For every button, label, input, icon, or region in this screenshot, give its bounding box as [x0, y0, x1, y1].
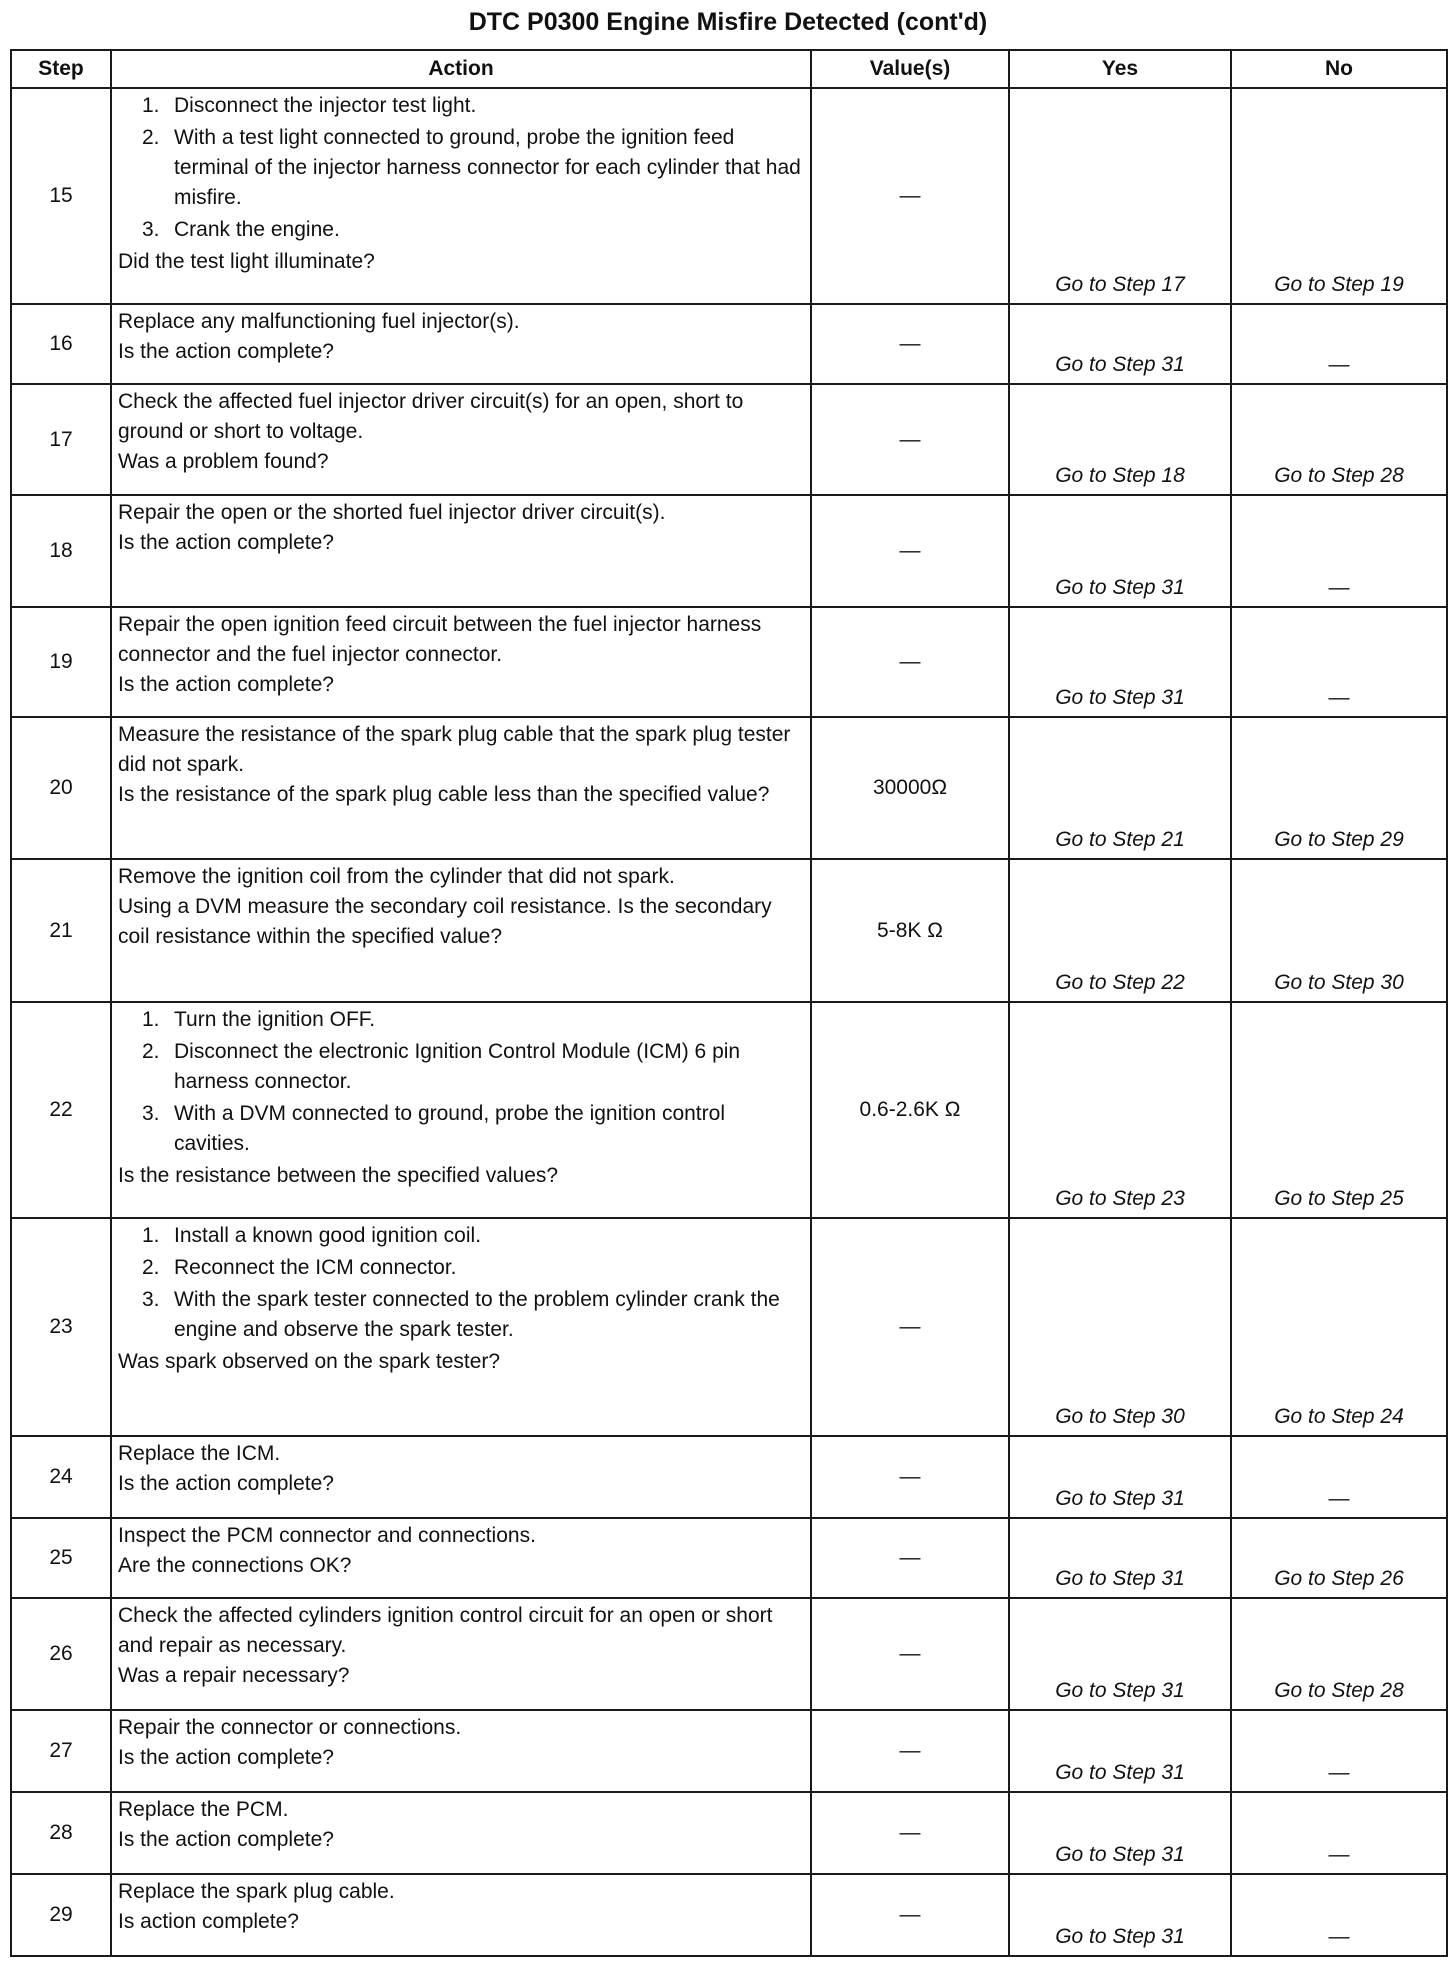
value-cell: 30000Ω	[811, 717, 1009, 859]
value-cell: 5-8K Ω	[811, 859, 1009, 1002]
list-item-text: Crank the engine.	[174, 218, 340, 241]
action-list	[118, 1221, 802, 1345]
column-header-no: No	[1231, 50, 1447, 88]
action-text: Inspect the PCM connector and connections.	[118, 1524, 536, 1547]
action-question: Is the action complete?	[118, 531, 334, 554]
action-question: Is the action complete?	[118, 673, 334, 696]
table-row	[11, 88, 1447, 304]
action-cell	[111, 1710, 811, 1792]
table-row	[11, 1436, 1447, 1518]
table-row	[11, 1792, 1447, 1874]
value-cell: —	[811, 1598, 1009, 1710]
action-list	[118, 91, 802, 245]
list-item-text: With a test light connected to ground, probe the ignition feed terminal of the injector harness connector for each cylinder that had misfire.	[174, 126, 801, 209]
action-list	[118, 1005, 802, 1159]
value-cell: —	[811, 495, 1009, 607]
table-row	[11, 1598, 1447, 1710]
yes-result: Go to Step 18	[1009, 384, 1231, 495]
step-number: 18	[11, 495, 111, 607]
list-item-text: Install a known good ignition coil.	[174, 1224, 482, 1247]
list-item-text: With a DVM connected to ground, probe the ignition control cavities.	[174, 1102, 725, 1155]
column-header-step: Step	[11, 50, 111, 88]
step-number: 22	[11, 1002, 111, 1218]
action-question: Is the action complete?	[118, 1828, 334, 1851]
no-result: Go to Step 28	[1231, 1598, 1447, 1710]
value-cell: —	[811, 607, 1009, 717]
table-row	[11, 304, 1447, 384]
value-cell: —	[811, 1874, 1009, 1956]
value-cell: —	[811, 88, 1009, 304]
table-row	[11, 1518, 1447, 1598]
step-number: 25	[11, 1518, 111, 1598]
list-item-number: 2.	[142, 1040, 160, 1063]
column-header-values: Value(s)	[811, 50, 1009, 88]
action-cell	[111, 384, 811, 495]
table-row	[11, 1218, 1447, 1436]
action-text: Replace the ICM.	[118, 1442, 281, 1465]
action-list-item	[118, 1285, 802, 1345]
list-item-text: Disconnect the injector test light.	[174, 94, 477, 117]
yes-result: Go to Step 22	[1009, 859, 1231, 1002]
value-cell: —	[811, 1518, 1009, 1598]
value-cell: —	[811, 304, 1009, 384]
action-question: Is the action complete?	[118, 340, 334, 363]
action-cell	[111, 1874, 811, 1956]
yes-result: Go to Step 31	[1009, 607, 1231, 717]
action-list-item	[118, 1099, 802, 1159]
table-row	[11, 859, 1447, 1002]
value-cell: —	[811, 1218, 1009, 1436]
column-header-action: Action	[111, 50, 811, 88]
value-cell: —	[811, 1710, 1009, 1792]
action-cell	[111, 1218, 811, 1436]
step-number: 23	[11, 1218, 111, 1436]
list-item-number: 1.	[142, 1008, 160, 1031]
list-item-number: 3.	[142, 1102, 160, 1125]
list-item-number: 1.	[142, 94, 160, 117]
no-result: —	[1231, 1710, 1447, 1792]
step-number: 15	[11, 88, 111, 304]
no-result: Go to Step 28	[1231, 384, 1447, 495]
list-item-text: Turn the ignition OFF.	[174, 1008, 376, 1031]
action-question: Was a repair necessary?	[118, 1664, 350, 1687]
yes-result: Go to Step 31	[1009, 1598, 1231, 1710]
action-cell	[111, 1518, 811, 1598]
action-question: Is action complete?	[118, 1910, 299, 1933]
action-text: Repair the open or the shorted fuel injector driver circuit(s).	[118, 501, 666, 524]
yes-result: Go to Step 23	[1009, 1002, 1231, 1218]
list-item-number: 3.	[142, 218, 160, 241]
table-body	[11, 88, 1447, 1956]
no-result: —	[1231, 1792, 1447, 1874]
yes-result: Go to Step 31	[1009, 1792, 1231, 1874]
step-number: 28	[11, 1792, 111, 1874]
action-cell	[111, 304, 811, 384]
no-result: —	[1231, 1874, 1447, 1956]
list-item-text: With the spark tester connected to the problem cylinder crank the engine and observe the spark tester.	[174, 1288, 780, 1341]
step-number: 27	[11, 1710, 111, 1792]
table-row	[11, 495, 1447, 607]
action-text: Remove the ignition coil from the cylinder that did not spark.	[118, 865, 675, 888]
yes-result: Go to Step 17	[1009, 88, 1231, 304]
no-result: Go to Step 29	[1231, 717, 1447, 859]
diagnostic-table	[10, 49, 1448, 1957]
action-text: Check the affected cylinders ignition control circuit for an open or short and repair as necessary.	[118, 1604, 773, 1657]
step-number: 24	[11, 1436, 111, 1518]
action-question: Is the resistance of the spark plug cable less than the specified value?	[118, 783, 770, 806]
yes-result: Go to Step 21	[1009, 717, 1231, 859]
action-cell	[111, 859, 811, 1002]
action-cell	[111, 1436, 811, 1518]
list-item-number: 1.	[142, 1224, 160, 1247]
action-text: Repair the open ignition feed circuit between the fuel injector harness connector and the fuel injector connector.	[118, 613, 762, 666]
document-title: DTC P0300 Engine Misfire Detected (cont'd)	[468, 8, 988, 36]
action-text: Repair the connector or connections.	[118, 1716, 462, 1739]
action-question: Was a problem found?	[118, 450, 329, 473]
list-item-text: Disconnect the electronic Ignition Control Module (ICM) 6 pin harness connector.	[174, 1040, 741, 1093]
yes-result: Go to Step 31	[1009, 1518, 1231, 1598]
action-list-item	[118, 1253, 802, 1283]
no-result: —	[1231, 607, 1447, 717]
table-row	[11, 1710, 1447, 1792]
no-result: —	[1231, 304, 1447, 384]
table-row	[11, 1874, 1447, 1956]
table-header-row	[11, 50, 1447, 88]
value-cell: —	[811, 1792, 1009, 1874]
table-row	[11, 384, 1447, 495]
action-cell	[111, 1002, 811, 1218]
action-cell	[111, 88, 811, 304]
no-result: —	[1231, 495, 1447, 607]
no-result: Go to Step 24	[1231, 1218, 1447, 1436]
action-cell	[111, 607, 811, 717]
step-number: 26	[11, 1598, 111, 1710]
action-list-item	[118, 215, 802, 245]
action-text: Replace the spark plug cable.	[118, 1880, 395, 1903]
step-number: 21	[11, 859, 111, 1002]
action-question: Is the resistance between the specified values?	[118, 1164, 559, 1187]
action-question: Was spark observed on the spark tester?	[118, 1350, 501, 1373]
table-row	[11, 717, 1447, 859]
step-number: 17	[11, 384, 111, 495]
action-cell	[111, 1598, 811, 1710]
value-cell: —	[811, 1436, 1009, 1518]
action-cell	[111, 1792, 811, 1874]
action-text: Measure the resistance of the spark plug cable that the spark plug tester did not spark.	[118, 723, 791, 776]
action-question: Is the action complete?	[118, 1746, 334, 1769]
action-text: Replace the PCM.	[118, 1798, 289, 1821]
step-number: 19	[11, 607, 111, 717]
yes-result: Go to Step 31	[1009, 495, 1231, 607]
action-text: Replace any malfunctioning fuel injector(s).	[118, 310, 520, 333]
value-cell: 0.6-2.6K Ω	[811, 1002, 1009, 1218]
step-number: 16	[11, 304, 111, 384]
table-row	[11, 607, 1447, 717]
table-row	[11, 1002, 1447, 1218]
no-result: —	[1231, 1436, 1447, 1518]
list-item-number: 2.	[142, 1256, 160, 1279]
yes-result: Go to Step 31	[1009, 304, 1231, 384]
no-result: Go to Step 30	[1231, 859, 1447, 1002]
no-result: Go to Step 25	[1231, 1002, 1447, 1218]
list-item-number: 3.	[142, 1288, 160, 1311]
action-list-item	[118, 123, 802, 213]
yes-result: Go to Step 31	[1009, 1436, 1231, 1518]
step-number: 29	[11, 1874, 111, 1956]
list-item-text: Reconnect the ICM connector.	[174, 1256, 457, 1279]
action-list-item	[118, 1005, 802, 1035]
action-question: Is the action complete?	[118, 1472, 334, 1495]
action-list-item	[118, 1037, 802, 1097]
no-result: Go to Step 26	[1231, 1518, 1447, 1598]
yes-result: Go to Step 30	[1009, 1218, 1231, 1436]
step-number: 20	[11, 717, 111, 859]
no-result: Go to Step 19	[1231, 88, 1447, 304]
action-list-item	[118, 91, 802, 121]
action-question: Are the connections OK?	[118, 1554, 352, 1577]
action-question: Using a DVM measure the secondary coil resistance. Is the secondary coil resistance within the specified value?	[118, 895, 772, 948]
action-list-item	[118, 1221, 802, 1251]
action-cell	[111, 495, 811, 607]
column-header-yes: Yes	[1009, 50, 1231, 88]
yes-result: Go to Step 31	[1009, 1874, 1231, 1956]
action-text: Check the affected fuel injector driver circuit(s) for an open, short to ground or short to voltage.	[118, 390, 744, 443]
value-cell: —	[811, 384, 1009, 495]
yes-result: Go to Step 31	[1009, 1710, 1231, 1792]
action-cell	[111, 717, 811, 859]
list-item-number: 2.	[142, 126, 160, 149]
action-question: Did the test light illuminate?	[118, 250, 375, 273]
